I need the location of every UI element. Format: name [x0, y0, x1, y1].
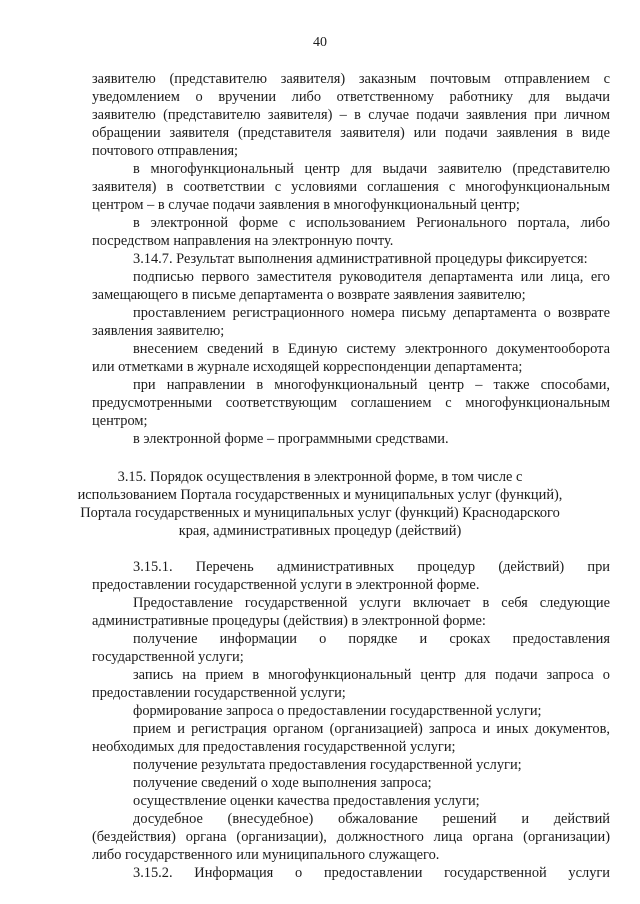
text-line: обращении заявителя (представителя заявителя) или подачи заявления в виде	[92, 125, 610, 141]
text-line: заявления заявителю;	[92, 323, 225, 339]
text-line: получение информации о порядке и сроках предоставления	[133, 631, 610, 647]
text-line: при направлении в многофункциональный центр – также способами,	[133, 377, 610, 393]
page-number: 40	[313, 35, 327, 50]
text-line: замещающего в письме департамента о возврате заявления заявителю;	[92, 287, 526, 303]
section-heading: края, административных процедур (действий)	[178, 523, 462, 539]
text-line: административные процедуры (действия) в электронной форме:	[92, 613, 486, 629]
text-line: уведомлением о вручении либо ответственному работнику для выдачи	[92, 89, 610, 105]
text-line: 3.15.2. Информация о предоставлении государственной услуги	[133, 865, 610, 881]
text-line: государственной услуги;	[92, 649, 244, 665]
text-line: проставлением регистрационного номера письму департамента о возврате	[133, 305, 610, 321]
text-line: предусмотренными соответствующим соглашением с многофункциональным	[92, 395, 610, 411]
text-line: или отметками в журнале исходящей корреспонденции департамента;	[92, 359, 523, 375]
text-line: осуществление оценки качества предоставления услуги;	[133, 793, 480, 809]
text-line: либо государственного или муниципального служащего.	[92, 847, 440, 863]
text-line: предоставлении государственной услуги;	[92, 685, 346, 701]
text-line: заявителю (представителю заявителя) заказным почтовым отправлением с	[92, 71, 610, 87]
text-line: 3.15.1. Перечень административных процедур (действий) при	[133, 559, 610, 575]
text-line: подписью первого заместителя руководителя департамента или лица, его	[133, 269, 610, 285]
text-line: в многофункциональный центр для выдачи заявителю (представителю	[133, 161, 610, 177]
text-line: внесением сведений в Единую систему электронного документооборота	[133, 341, 610, 357]
text-line: почтового отправления;	[92, 143, 239, 159]
text-line: Предоставление государственной услуги включает в себя следующие	[133, 595, 610, 611]
text-line: в электронной форме с использованием Регионального портала, либо	[133, 215, 610, 231]
text-line: получение результата предоставления государственной услуги;	[133, 757, 522, 773]
text-line: 3.14.7. Результат выполнения административной процедуры фиксируется:	[133, 251, 588, 267]
text-line: центром;	[92, 413, 148, 429]
text-line: запись на прием в многофункциональный центр для подачи запроса о	[133, 667, 610, 683]
text-line: необходимых для предоставления государственной услуги;	[92, 739, 456, 755]
section-heading: 3.15. Порядок осуществления в электронной форме, в том числе с	[117, 469, 523, 485]
text-line: центром – в случае подачи заявления в многофункциональный центр;	[92, 197, 520, 213]
section-heading: использованием Портала государственных и муниципальных услуг (функций),	[77, 487, 563, 503]
text-line: получение сведений о ходе выполнения запроса;	[133, 775, 432, 791]
text-line: в электронной форме – программными средствами.	[133, 431, 449, 447]
text-line: формирование запроса о предоставлении государственной услуги;	[133, 703, 542, 719]
text-line: заявителю (представителю заявителя) – в случае подачи заявления при личном	[92, 107, 610, 123]
text-line: (бездействия) органа (организации), должностного лица органа (организации)	[92, 829, 610, 845]
text-line: досудебное (внесудебное) обжалование решений и действий	[133, 811, 610, 827]
text-line: прием и регистрация органом (организацией) запроса и иных документов,	[133, 721, 610, 737]
text-line: предоставлении государственной услуги в электронной форме.	[92, 577, 480, 593]
text-line: посредством направления на электронную почту.	[92, 233, 394, 249]
text-line: заявителя) в соответствии с условиями соглашения с многофункциональным	[92, 179, 610, 195]
section-heading: Портала государственных и муниципальных услуг (функций) Краснодарского	[80, 505, 560, 521]
